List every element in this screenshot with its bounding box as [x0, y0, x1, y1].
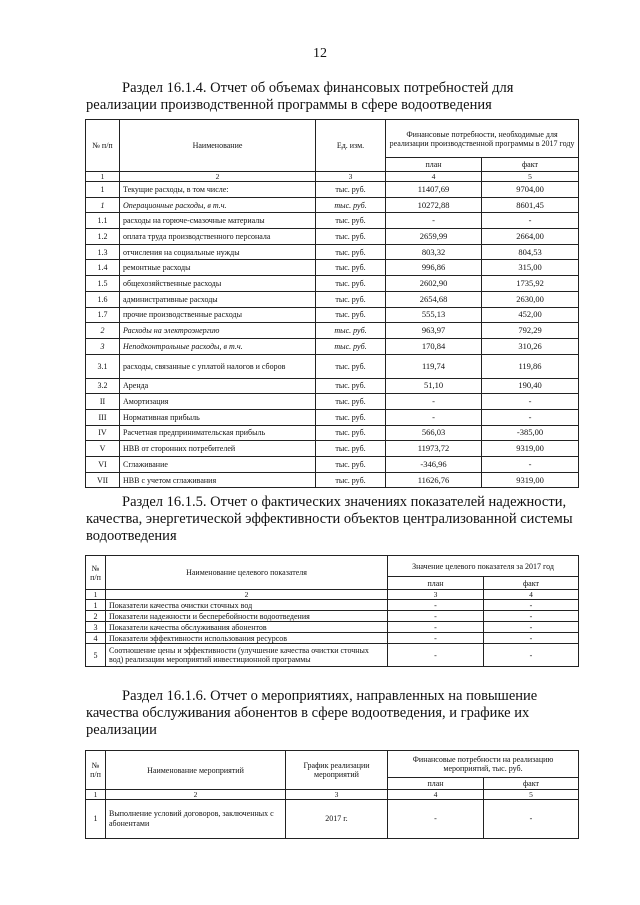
- row-fact-value: -: [484, 800, 579, 839]
- row-schedule: 2017 г.: [286, 800, 388, 839]
- row-plan-value: 555,13: [386, 307, 482, 323]
- col-header-indicator-name: Наименование целевого показателя: [106, 556, 388, 590]
- row-fact-value: -: [484, 633, 579, 644]
- row-number: 3: [86, 338, 120, 354]
- row-name: административные расходы: [120, 291, 316, 307]
- row-plan-value: -: [388, 622, 484, 633]
- row-plan-value: -: [388, 633, 484, 644]
- row-name: отчисления на социальные нужды: [120, 244, 316, 260]
- index-cell: 3: [286, 790, 388, 800]
- row-name: Расходы на электроэнергию: [120, 323, 316, 339]
- row-fact-value: 9704,00: [482, 182, 579, 198]
- row-unit: тыс. руб.: [316, 338, 386, 354]
- heading-line: Раздел 16.1.6. Отчет о мероприятиях, направленных на повышение: [122, 688, 538, 704]
- row-plan-value: -: [386, 213, 482, 229]
- row-plan-value: -: [388, 644, 484, 667]
- index-cell: 4: [386, 172, 482, 182]
- row-plan-value: 2654,68: [386, 291, 482, 307]
- table-row: [86, 323, 579, 339]
- table-row: [86, 800, 579, 839]
- row-plan-value: 566,03: [386, 425, 482, 441]
- row-plan-value: 996,86: [386, 260, 482, 276]
- row-unit: тыс. руб.: [316, 291, 386, 307]
- index-cell: 4: [484, 590, 579, 600]
- section-16-1-6-heading: [86, 688, 578, 739]
- col-header-fact: факт: [484, 577, 579, 590]
- financial-needs-table: [85, 119, 579, 488]
- row-number: 1.6: [86, 291, 120, 307]
- col-header-financial-needs: Финансовые потребности на реализацию мероприятий, тыс. руб.: [388, 751, 579, 778]
- row-plan-value: 10272,88: [386, 197, 482, 213]
- row-fact-value: 190,40: [482, 378, 579, 394]
- row-unit: тыс. руб.: [316, 244, 386, 260]
- row-unit: тыс. руб.: [316, 441, 386, 457]
- row-number: VI: [86, 457, 120, 473]
- row-name: общехозяйственные расходы: [120, 276, 316, 292]
- row-fact-value: -: [484, 644, 579, 667]
- table-row: [86, 600, 579, 611]
- col-header-fact: факт: [482, 158, 579, 172]
- row-indicator-name: Показатели качества обслуживания абонентов: [106, 622, 388, 633]
- row-plan-value: 803,32: [386, 244, 482, 260]
- row-name: Амортизация: [120, 394, 316, 410]
- row-fact-value: 8601,45: [482, 197, 579, 213]
- row-name: прочие производственные расходы: [120, 307, 316, 323]
- row-number: 1.4: [86, 260, 120, 276]
- row-plan-value: 119,74: [386, 354, 482, 378]
- heading-line: Раздел 16.1.5. Отчет о фактических значениях показателей надежности,: [122, 494, 567, 510]
- index-cell: 1: [86, 790, 106, 800]
- row-unit: тыс. руб.: [316, 425, 386, 441]
- col-header-unit: Ед. изм.: [316, 120, 386, 172]
- row-number: 3.2: [86, 378, 120, 394]
- row-name: расходы, связанные с уплатой налогов и сборов: [120, 354, 316, 378]
- col-header-financial-needs: Финансовые потребности, необходимые для реализации производственной программы в 2017 году: [386, 120, 579, 158]
- service-measures-table: [85, 750, 579, 839]
- row-indicator-name: Соотношение цены и эффективности (улучшение качества очистки сточных вод) реализации мероприятий инвестиционной программы: [106, 644, 388, 667]
- row-unit: тыс. руб.: [316, 229, 386, 245]
- table-row: [86, 441, 579, 457]
- row-name: оплата труда производственного персонала: [120, 229, 316, 245]
- heading-line: качества, энергетической эффективности объектов централизованной системы: [86, 511, 573, 527]
- row-fact-value: -: [482, 457, 579, 473]
- row-name: Расчетная предпринимательская прибыль: [120, 425, 316, 441]
- table-row: [86, 354, 579, 378]
- row-name: Нормативная прибыль: [120, 409, 316, 425]
- row-fact-value: -: [482, 394, 579, 410]
- row-fact-value: -: [482, 213, 579, 229]
- section-16-1-4-heading: [86, 80, 578, 114]
- table-row: [86, 260, 579, 276]
- row-fact-value: 792,29: [482, 323, 579, 339]
- heading-line: Раздел 16.1.4. Отчет об объемах финансовых потребностей для: [122, 80, 514, 96]
- index-cell: 3: [316, 172, 386, 182]
- table-row: [86, 611, 579, 622]
- table-row: [86, 378, 579, 394]
- row-plan-value: 11973,72: [386, 441, 482, 457]
- row-unit: тыс. руб.: [316, 409, 386, 425]
- row-fact-value: 2630,00: [482, 291, 579, 307]
- table-row: [86, 472, 579, 488]
- index-cell: 2: [120, 172, 316, 182]
- table-row: [86, 197, 579, 213]
- row-unit: тыс. руб.: [316, 276, 386, 292]
- table-row: [86, 182, 579, 198]
- heading-line: качества обслуживания абонентов в сфере водоотведения, и графике их: [86, 705, 530, 721]
- col-header-plan: план: [386, 158, 482, 172]
- section-16-1-5-heading: [86, 494, 578, 545]
- row-unit: тыс. руб.: [316, 457, 386, 473]
- row-name: ремонтные расходы: [120, 260, 316, 276]
- row-plan-value: 170,84: [386, 338, 482, 354]
- col-header-fact: факт: [484, 778, 579, 790]
- row-unit: тыс. руб.: [316, 472, 386, 488]
- row-fact-value: 315,00: [482, 260, 579, 276]
- row-number: 1.7: [86, 307, 120, 323]
- row-number: 1: [86, 182, 120, 198]
- table-row: [86, 276, 579, 292]
- index-cell: 1: [86, 172, 120, 182]
- target-indicators-table: [85, 555, 579, 667]
- row-unit: тыс. руб.: [316, 307, 386, 323]
- col-header-num: № п/п: [86, 751, 106, 790]
- row-unit: тыс. руб.: [316, 378, 386, 394]
- index-cell: 3: [388, 590, 484, 600]
- row-name: НВВ от сторонних потребителей: [120, 441, 316, 457]
- row-fact-value: 804,53: [482, 244, 579, 260]
- row-name: Неподконтрольные расходы, в т.ч.: [120, 338, 316, 354]
- heading-line: реализации производственной программы в сфере водоотведения: [86, 97, 492, 113]
- row-number: II: [86, 394, 120, 410]
- index-cell: 1: [86, 590, 106, 600]
- row-number: VII: [86, 472, 120, 488]
- row-name: Сглаживание: [120, 457, 316, 473]
- table-row: [86, 394, 579, 410]
- table-row: [86, 213, 579, 229]
- row-fact-value: -385,00: [482, 425, 579, 441]
- row-number: 5: [86, 644, 106, 667]
- row-name: Аренда: [120, 378, 316, 394]
- table-row: [86, 425, 579, 441]
- col-header-schedule: График реализации мероприятий: [286, 751, 388, 790]
- row-plan-value: -: [388, 600, 484, 611]
- table-row: [86, 291, 579, 307]
- col-header-name: Наименование: [120, 120, 316, 172]
- row-plan-value: -346,96: [386, 457, 482, 473]
- row-name: НВВ с учетом сглаживания: [120, 472, 316, 488]
- row-number: 1.5: [86, 276, 120, 292]
- row-number: 1: [86, 197, 120, 213]
- row-number: 1.3: [86, 244, 120, 260]
- row-number: 3: [86, 622, 106, 633]
- col-header-plan: план: [388, 778, 484, 790]
- table-row: [86, 338, 579, 354]
- table-row: [86, 244, 579, 260]
- col-header-indicator-value: Значение целевого показателя за 2017 год: [388, 556, 579, 577]
- col-header-plan: план: [388, 577, 484, 590]
- row-fact-value: 9319,00: [482, 441, 579, 457]
- row-indicator-name: Показатели качества очистки сточных вод: [106, 600, 388, 611]
- row-plan-value: -: [388, 800, 484, 839]
- row-plan-value: 11626,76: [386, 472, 482, 488]
- row-plan-value: 2602,90: [386, 276, 482, 292]
- row-fact-value: 9319,00: [482, 472, 579, 488]
- page-number: 12: [313, 46, 327, 61]
- row-number: III: [86, 409, 120, 425]
- row-fact-value: 1735,92: [482, 276, 579, 292]
- row-unit: тыс. руб.: [316, 260, 386, 276]
- index-cell: 2: [106, 790, 286, 800]
- row-number: IV: [86, 425, 120, 441]
- row-number: V: [86, 441, 120, 457]
- table-row: [86, 457, 579, 473]
- row-fact-value: 452,00: [482, 307, 579, 323]
- table-row: [86, 644, 579, 667]
- row-unit: тыс. руб.: [316, 354, 386, 378]
- row-number: 2: [86, 323, 120, 339]
- table-row: [86, 409, 579, 425]
- row-number: 1.2: [86, 229, 120, 245]
- index-cell: 5: [482, 172, 579, 182]
- row-plan-value: -: [388, 611, 484, 622]
- row-number: 3.1: [86, 354, 120, 378]
- row-unit: тыс. руб.: [316, 394, 386, 410]
- row-indicator-name: Показатели надежности и бесперебойности водоотведения: [106, 611, 388, 622]
- index-cell: 5: [484, 790, 579, 800]
- index-cell: 4: [388, 790, 484, 800]
- row-number: 1: [86, 800, 106, 839]
- table-row: [86, 229, 579, 245]
- row-unit: тыс. руб.: [316, 182, 386, 198]
- row-plan-value: -: [386, 394, 482, 410]
- heading-line: реализации: [86, 722, 157, 738]
- row-name: расходы на горюче-смазочные материалы: [120, 213, 316, 229]
- row-plan-value: -: [386, 409, 482, 425]
- row-fact-value: -: [484, 600, 579, 611]
- row-fact-value: 119,86: [482, 354, 579, 378]
- row-plan-value: 51,10: [386, 378, 482, 394]
- row-unit: тыс. руб.: [316, 197, 386, 213]
- row-number: 4: [86, 633, 106, 644]
- index-cell: 2: [106, 590, 388, 600]
- table-row: [86, 307, 579, 323]
- row-fact-value: -: [484, 622, 579, 633]
- row-plan-value: 963,97: [386, 323, 482, 339]
- row-plan-value: 2659,99: [386, 229, 482, 245]
- row-indicator-name: Показатели эффективности использования ресурсов: [106, 633, 388, 644]
- col-header-num: № п/п: [86, 120, 120, 172]
- row-unit: тыс. руб.: [316, 323, 386, 339]
- row-measure-name: Выполнение условий договоров, заключенных с абонентами: [106, 800, 286, 839]
- row-name: Текущие расходы, в том числе:: [120, 182, 316, 198]
- row-fact-value: 2664,00: [482, 229, 579, 245]
- row-number: 2: [86, 611, 106, 622]
- row-number: 1: [86, 600, 106, 611]
- row-fact-value: -: [482, 409, 579, 425]
- row-plan-value: 11407,69: [386, 182, 482, 198]
- table-row: [86, 633, 579, 644]
- row-fact-value: 310,26: [482, 338, 579, 354]
- row-name: Операционные расходы, в т.ч.: [120, 197, 316, 213]
- row-fact-value: -: [484, 611, 579, 622]
- col-header-num: № п/п: [86, 556, 106, 590]
- col-header-measure-name: Наименование мероприятий: [106, 751, 286, 790]
- table-row: [86, 622, 579, 633]
- row-number: 1.1: [86, 213, 120, 229]
- row-unit: тыс. руб.: [316, 213, 386, 229]
- heading-line: водоотведения: [86, 528, 177, 544]
